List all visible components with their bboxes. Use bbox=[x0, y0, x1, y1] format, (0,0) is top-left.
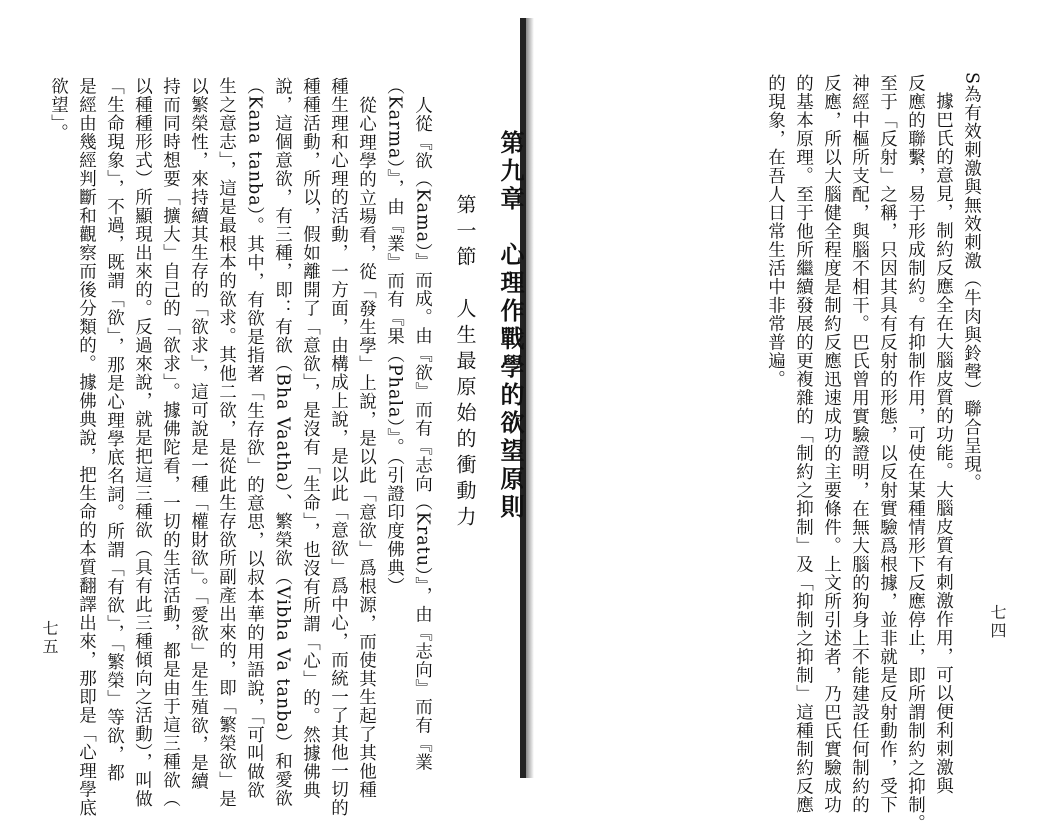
left-page-text-line: 人從『欲（Kama）』而成。由『欲』而有『志向（Kratu）』，由『志向』而有『業 bbox=[412, 96, 433, 772]
left-page-text-line: 種生理和心理的活動，一方面，由構成上說，是以此「意欲」爲中心，而統一了其他一切的 bbox=[328, 77, 349, 817]
right-page-text-line: 至于「反射」之稱，只因其具有反射的形態，以反射實驗爲根據，並非就是反射動作，受下 bbox=[877, 74, 898, 814]
left-page-text-line: 欲望」。 bbox=[48, 77, 69, 143]
right-page-text-line: S為有效刺激與無效刺激（牛肉與鈴聲）聯合呈現。 bbox=[961, 72, 982, 492]
chapter-title: 第九章 心理作戰學的欲望原則 bbox=[496, 130, 525, 522]
left-page-number: 七五 bbox=[40, 620, 59, 656]
left-page-text-line: 種種活動，所以，假如離開了「意欲」，是沒有「生命」，也沒有所謂「心」的。然據佛典 bbox=[300, 77, 321, 800]
right-page-number: 七四 bbox=[988, 604, 1007, 640]
right-page-text-line: 反應，所以大腦健全程度是制約反應迅速成功的主要條件。上文所引述者，乃巴氏實驗成功 bbox=[821, 74, 842, 814]
left-page-text-line: 「生命現象」，不過，既謂「欲」，那是心理學底名詞。所謂「有欲」，「繁榮」等欲，都 bbox=[104, 77, 125, 782]
right-page-text-line: 據巴氏的意見，制約反應全在大腦皮質的功能。大腦皮質有刺激作用，可以便利刺激與 bbox=[933, 92, 954, 795]
section-title: 第一節 人生最原始的衝動力 bbox=[453, 194, 477, 532]
left-page-text-line: （Karma）』，由『業』而有『果（Phala）』。（引證印度佛典） bbox=[384, 77, 405, 596]
right-page-text-line: 神經中樞所支配，與腦不相干。巴氏曾用實驗證明，在無大腦的狗身上不能建設任何制約的 bbox=[849, 74, 870, 814]
left-page-text-line: 以繁榮性，來持續其生存的「欲求」，這可說是一種「權財欲」。「愛欲」是生殖欲，是續 bbox=[188, 77, 209, 791]
left-page-text-line: 是經由幾經判斷和觀察而後分類的。據佛典說，把生命的本質翻譯出來，那即是「心理學底 bbox=[76, 77, 97, 817]
left-page-text-line: 以種種形式）所顯現出來的。反過來說，就是把這三種欲（具有此三種傾向之活動），叫做 bbox=[132, 77, 153, 809]
left-page-text-line: 從心理學的立場看，從「發生學」上說，是以此「意欲」爲根源，而使其生起了其他種 bbox=[356, 96, 377, 799]
gutter-shadow bbox=[526, 18, 534, 778]
right-page-text-line: 的基本原理。至于他所繼續發展的更複雜的「制約之抑制」及「抑制之抑制」這種制約反應 bbox=[793, 74, 814, 814]
left-page-text-line: 生之意志」，這是最根本的欲求。其他二欲，是從此生存欲所副產出來的，即「繁榮欲」是 bbox=[216, 77, 237, 809]
right-page-text-line: 的現象，在吾人日常生活中非常普遍。 bbox=[765, 74, 786, 389]
left-page-text-line: 說，這個意欲，有三種，即：有欲（Bha Vaatha）、繁榮欲（Vibha Va tanba）和愛欲 bbox=[272, 77, 293, 808]
left-page-text-line: （Kana tanba）。其中，有欲是指著「生存欲」的意思，以叔本華的用語說，「可叫做欲 bbox=[244, 77, 265, 800]
right-page-text-line: 反應的聯繫，易于形成制約。有抑制作用，可使在某種情形下反應停止，即所謂制約之抑制。 bbox=[905, 74, 926, 833]
left-page-text-line: 持而同時想要「擴大」自己的「欲求」。據佛陀看，一切的生活活動，都是由于這三種欲（ bbox=[160, 77, 181, 809]
